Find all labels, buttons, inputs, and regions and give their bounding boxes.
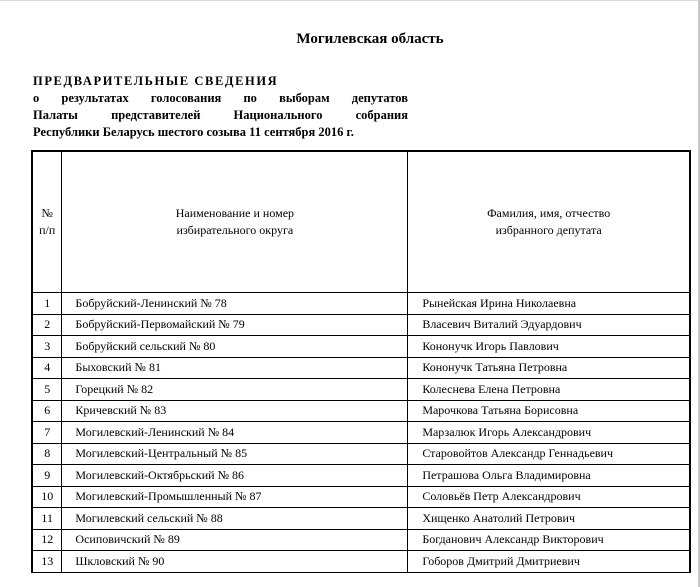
row-deputy: Богданович Александр Викторович: [408, 529, 690, 551]
header-number-line-1: №: [41, 206, 53, 220]
row-deputy: Власевич Виталий Эдуардович: [408, 314, 690, 336]
document-heading: [33, 73, 408, 141]
table-row: [32, 529, 690, 551]
row-district: Могилевский-Центральный № 85: [62, 443, 408, 465]
header-deputy: [408, 151, 690, 293]
row-district: Могилевский-Ленинский № 84: [62, 422, 408, 444]
row-district: Горецкий № 82: [62, 379, 408, 401]
row-district: Могилевский-Промышленный № 87: [62, 486, 408, 508]
heading-line-3: Палаты представителей Национального собрания: [33, 108, 408, 122]
row-district: Могилевский сельский № 88: [62, 508, 408, 530]
table-row: [32, 293, 690, 315]
header-deputy-line-2: избранного депутата: [495, 223, 602, 237]
row-district: Бобруйский сельский № 80: [62, 336, 408, 358]
table-row: [32, 379, 690, 401]
row-number: 5: [32, 379, 62, 401]
row-number: 13: [32, 551, 62, 573]
row-number: 11: [32, 508, 62, 530]
table-row: [32, 422, 690, 444]
row-deputy: Кононучк Игорь Павлович: [408, 336, 690, 358]
row-deputy: Гоборов Дмитрий Дмитриевич: [408, 551, 690, 573]
header-district-line-1: Наименование и номер: [175, 206, 295, 220]
results-table: [31, 150, 691, 573]
row-district: Быховский № 81: [62, 357, 408, 379]
row-number: 3: [32, 336, 62, 358]
table-row: [32, 486, 690, 508]
row-number: 9: [32, 465, 62, 487]
header-district: [62, 151, 408, 293]
row-district: Бобруйский-Первомайский № 79: [62, 314, 408, 336]
table-row: [32, 443, 690, 465]
row-deputy: Петрашова Ольга Владимировна: [408, 465, 690, 487]
row-district: Кричевский № 83: [62, 400, 408, 422]
row-deputy: Соловьёв Петр Александрович: [408, 486, 690, 508]
table-row: [32, 357, 690, 379]
row-number: 12: [32, 529, 62, 551]
row-number: 4: [32, 357, 62, 379]
row-number: 7: [32, 422, 62, 444]
header-deputy-line-1: Фамилия, имя, отчество: [487, 206, 611, 220]
table-row: [32, 465, 690, 487]
row-district: Бобруйский-Ленинский № 78: [62, 293, 408, 315]
row-district: Осиповичский № 89: [62, 529, 408, 551]
table-header-row: [32, 151, 690, 293]
row-deputy: Кононучк Татьяна Петровна: [408, 357, 690, 379]
table-row: [32, 400, 690, 422]
row-deputy: Марзалюк Игорь Александрович: [408, 422, 690, 444]
row-number: 8: [32, 443, 62, 465]
row-district: Могилевский-Октябрьский № 86: [62, 465, 408, 487]
row-deputy: Хищенко Анатолий Петрович: [408, 508, 690, 530]
table-row: [32, 336, 690, 358]
table-row: [32, 314, 690, 336]
row-deputy: Марочкова Татьяна Борисовна: [408, 400, 690, 422]
row-number: 10: [32, 486, 62, 508]
row-deputy: Колеснева Елена Петровна: [408, 379, 690, 401]
header-district-line-2: избирательного округа: [176, 223, 294, 237]
table-row: [32, 508, 690, 530]
row-deputy: Старовойтов Александр Геннадьевич: [408, 443, 690, 465]
header-number: [32, 151, 62, 293]
row-number: 2: [32, 314, 62, 336]
table-row: [32, 551, 690, 573]
row-number: 1: [32, 293, 62, 315]
row-deputy: Рынейская Ирина Николаевна: [408, 293, 690, 315]
heading-line-2: о результатах голосования по выборам депутатов: [33, 91, 408, 105]
header-number-line-2: п/п: [39, 223, 56, 237]
row-number: 6: [32, 400, 62, 422]
row-district: Шкловский № 90: [62, 551, 408, 573]
heading-line-1: ПРЕДВАРИТЕЛЬНЫЕ СВЕДЕНИЯ: [33, 74, 279, 88]
heading-line-4: Республики Беларусь шестого созыва 11 сентября 2016 г.: [33, 125, 354, 139]
region-title: Могилевская область: [296, 31, 444, 47]
